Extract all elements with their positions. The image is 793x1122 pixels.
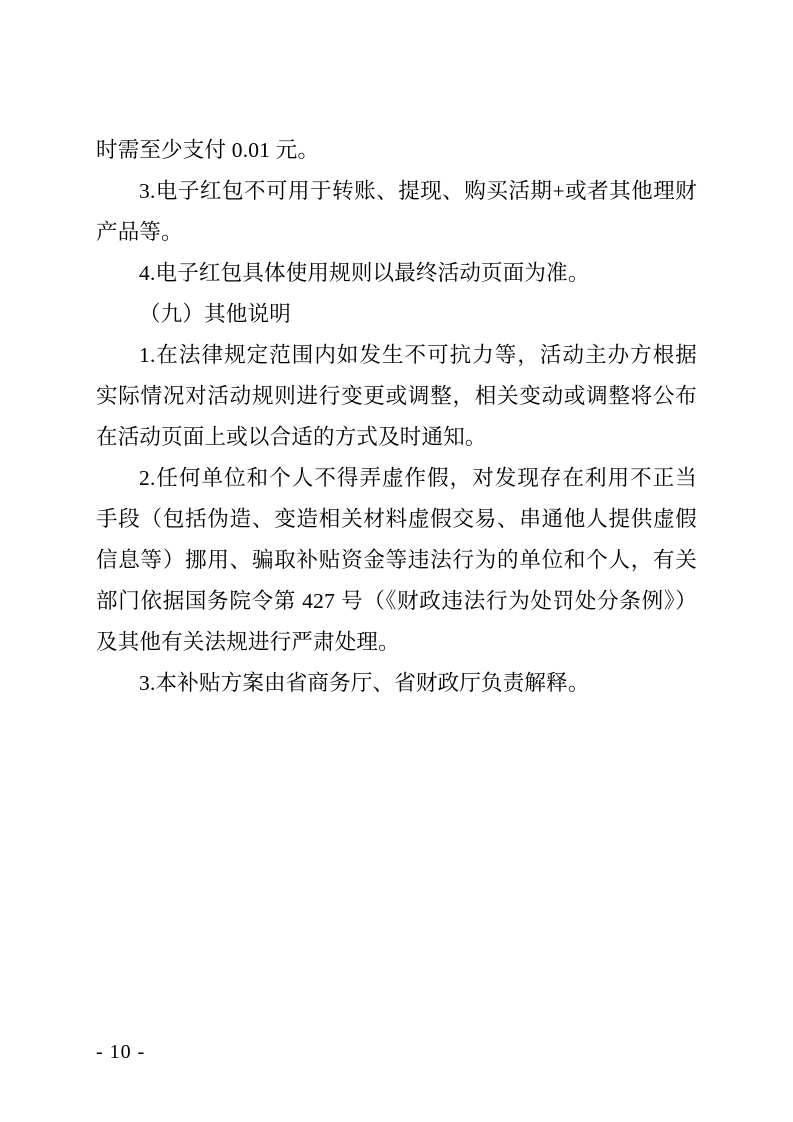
paragraph-item-4-redpacket: 4.电子红包具体使用规则以最终活动页面为准。 [139,261,590,285]
paragraph-item-3-interpretation: 3.本补贴方案由省商务厅、省财政厅负责解释。 [139,671,590,695]
paragraph-item-1-force-majeure: 1.在法律规定范围内如发生不可抗力等，活动主办方根据实际情况对活动规则进行变更或调整，相关变动或调整将公布在活动页面上或以合适的方式及时通知。 [96,343,697,449]
page-number: - 10 - [96,1041,146,1063]
section-heading-nine: （九）其他说明 [139,302,291,326]
paragraph-continuation: 时需至少支付 0.01 元。 [96,138,320,162]
paragraph-item-2-fraud: 2.任何单位和个人不得弄虚作假，对发现存在利用不正当手段（包括伪造、变造相关材料虚假交易、串通他人提供虚假信息等）挪用、骗取补贴资金等违法行为的单位和个人，有关部门依据国务院令第 427 号（《财政违法行为处罚处分条例》）及其他有关法规进行严肃处理。 [96,466,697,654]
paragraph-item-3-redpacket: 3.电子红包不可用于转账、提现、购买活期+或者其他理财产品等。 [96,179,697,244]
document-body [96,130,697,704]
